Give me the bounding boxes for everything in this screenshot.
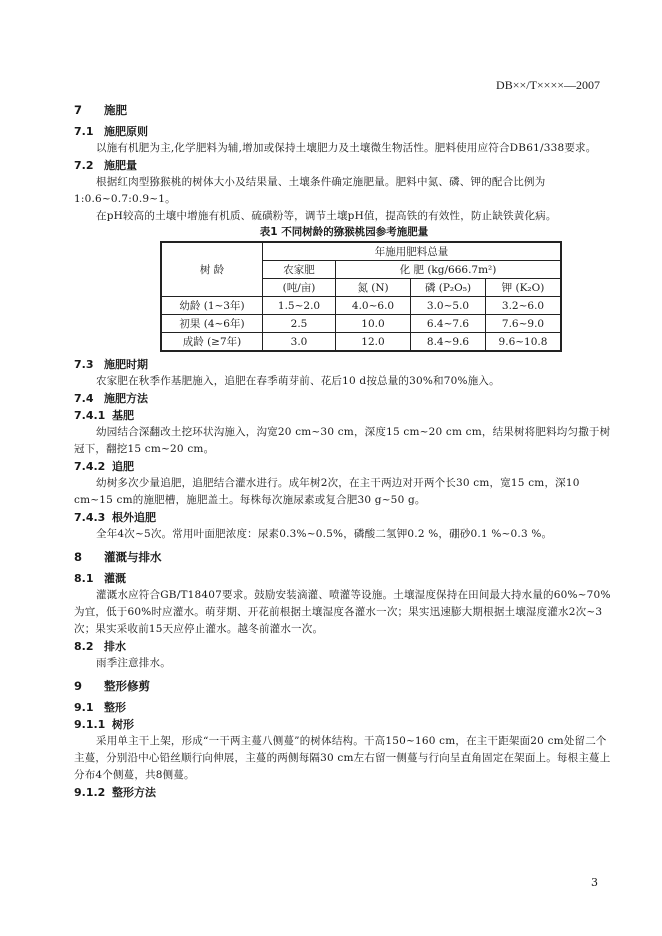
section-7-2-text-1: 根据红肉型猕猴桃的树体大小及结果量、土壤条件确定施肥量。肥料中氮、磷、钾的配合比例为1:0.6~0.7:0.9~1。	[74, 176, 546, 205]
section-number: 7	[74, 103, 83, 117]
section-8-1-heading	[74, 570, 614, 587]
cell-n: 10.0	[336, 315, 411, 333]
page-number: 3	[591, 876, 598, 889]
cell-n: 4.0~6.0	[336, 297, 411, 315]
section-7-4-heading	[74, 390, 614, 407]
header-farm-manure: 农家肥	[263, 261, 336, 279]
header-age: 树 龄	[161, 242, 263, 297]
section-8-2-text: 雨季注意排水。	[96, 657, 171, 669]
cell-p: 8.4~9.6	[411, 333, 486, 352]
header-farm-unit: (吨/亩)	[263, 279, 336, 297]
table-row	[161, 297, 561, 315]
section-7-4-1-heading	[74, 407, 614, 424]
section-7-4-3-heading	[74, 509, 614, 526]
section-7-4-2-text: 幼树多次少量追肥，追肥结合灌水进行。成年树2次，在主干两边对开两个长30 cm，宽15 cm，深10 cm~15 cm的施肥槽，施肥盖土。每株每次施尿素或复合肥30 g~50 g。	[74, 477, 580, 506]
section-title: 追肥	[112, 460, 134, 473]
cell-p: 3.0~5.0	[411, 297, 486, 315]
fertilizer-table	[160, 241, 562, 352]
section-number: 8	[74, 550, 83, 564]
document-body	[74, 96, 614, 801]
section-7-3-text: 农家肥在秋季作基肥施入，追肥在春季萌芽前、花后10 d按总量的30%和70%施入。	[96, 375, 500, 387]
section-number: 9	[74, 679, 83, 693]
section-7-4-3-text: 全年4次~5次。常用叶面肥浓度：尿素0.3%~0.5%，磷酸二氢钾0.2 %，硼砂0.1 %~0.3 %。	[96, 528, 553, 540]
section-title: 树形	[112, 718, 134, 731]
header-phosphorus: 磷 (P₂O₅)	[411, 279, 486, 297]
section-number: 7.4.3	[74, 511, 106, 524]
section-9-1-2-heading	[74, 784, 614, 801]
section-7-1-text: 以施有机肥为主,化学肥料为辅,增加或保持土壤肥力及土壤微生物活性。肥料使用应符合DB61/338要求。	[96, 142, 597, 154]
section-number: 9.1.2	[74, 786, 106, 799]
cell-k: 7.6~9.0	[486, 315, 562, 333]
section-title: 整形修剪	[104, 679, 150, 693]
section-number: 7.4.1	[74, 409, 106, 422]
header-total: 年施用肥料总量	[263, 242, 562, 261]
section-9-1-1-heading	[74, 716, 614, 733]
section-number: 7.3	[74, 358, 94, 371]
table-title: 表1 不同树龄的猕猴桃园参考施肥量	[259, 226, 429, 238]
section-7-2-heading	[74, 157, 614, 174]
section-title: 灌溉	[104, 572, 126, 585]
cell-k: 3.2~6.0	[486, 297, 562, 315]
document-code: DB××/T××××—2007	[496, 78, 600, 92]
table-row	[161, 333, 561, 352]
section-number: 7.2	[74, 159, 94, 172]
section-title: 基肥	[112, 409, 134, 422]
section-number: 8.2	[74, 640, 94, 653]
header-chemical: 化 肥 (kg/666.7m²)	[336, 261, 562, 279]
section-title: 排水	[104, 640, 126, 653]
section-7-1-heading	[74, 123, 614, 140]
cell-age: 成龄 (≥7年)	[161, 333, 263, 352]
cell-n: 12.0	[336, 333, 411, 352]
section-number: 9.1	[74, 701, 94, 714]
cell-age: 初果 (4~6年)	[161, 315, 263, 333]
section-7-4-1-text: 幼园结合深翻改土挖环状沟施入，沟宽20 cm~30 cm，深度15 cm~20 cm cm，结果树将肥料均匀撒于树冠下，翻挖15 cm~20 cm。	[74, 426, 611, 455]
cell-farm: 3.0	[263, 333, 336, 352]
section-7-2-text-2: 在pH较高的土壤中增施有机质、硫磺粉等，调节土壤pH值，提高铁的有效性，防止缺铁黄化病。	[96, 210, 557, 222]
section-title: 施肥	[104, 103, 127, 117]
section-number: 7.4.2	[74, 460, 106, 473]
section-9-1-heading	[74, 699, 614, 716]
section-number: 9.1.1	[74, 718, 106, 731]
section-8-1-text: 灌溉水应符合GB/T18407要求。鼓励安装滴灌、喷灌等设施。土壤湿度保持在田间最大持水量的60%~70%为宜，低于60%时应灌水。萌芽期、开花前根据土壤湿度各灌水一次；果实迅速膨大期根据土壤湿度灌水2次~3次；果实采收前15天应停止灌水。越冬前灌水一次。	[74, 589, 611, 635]
section-title: 施肥原则	[104, 125, 148, 138]
header-potassium: 钾 (K₂O)	[486, 279, 562, 297]
header-nitrogen: 氮 (N)	[336, 279, 411, 297]
section-title: 施肥量	[104, 159, 137, 172]
section-7-4-2-heading	[74, 458, 614, 475]
section-8-heading	[74, 548, 614, 566]
section-title: 整形方法	[112, 786, 156, 799]
section-title: 施肥时期	[104, 358, 148, 371]
section-9-heading	[74, 677, 614, 695]
section-9-1-1-text: 采用单主干上架，形成“一干两主蔓八侧蔓”的树体结构。干高150~160 cm，在主干距架面20 cm处留二个主蔓，分别沿中心铅丝顺行向伸展，主蔓的两侧每隔30 cm左右留一侧蔓与行向呈直角固定在架面上。每根主蔓上分布4个侧蔓，共8侧蔓。	[74, 735, 611, 781]
section-number: 8.1	[74, 572, 94, 585]
section-title: 整形	[104, 701, 126, 714]
section-title: 灌溉与排水	[104, 550, 162, 564]
cell-farm: 2.5	[263, 315, 336, 333]
cell-age: 幼龄 (1~3年)	[161, 297, 263, 315]
section-title: 根外追肥	[112, 511, 156, 524]
cell-farm: 1.5~2.0	[263, 297, 336, 315]
section-number: 7.4	[74, 392, 94, 405]
section-8-2-heading	[74, 638, 614, 655]
section-number: 7.1	[74, 125, 94, 138]
section-7-heading	[74, 101, 614, 119]
cell-k: 9.6~10.8	[486, 333, 562, 352]
table-row	[161, 315, 561, 333]
cell-p: 6.4~7.6	[411, 315, 486, 333]
section-7-3-heading	[74, 356, 614, 373]
section-title: 施肥方法	[104, 392, 148, 405]
